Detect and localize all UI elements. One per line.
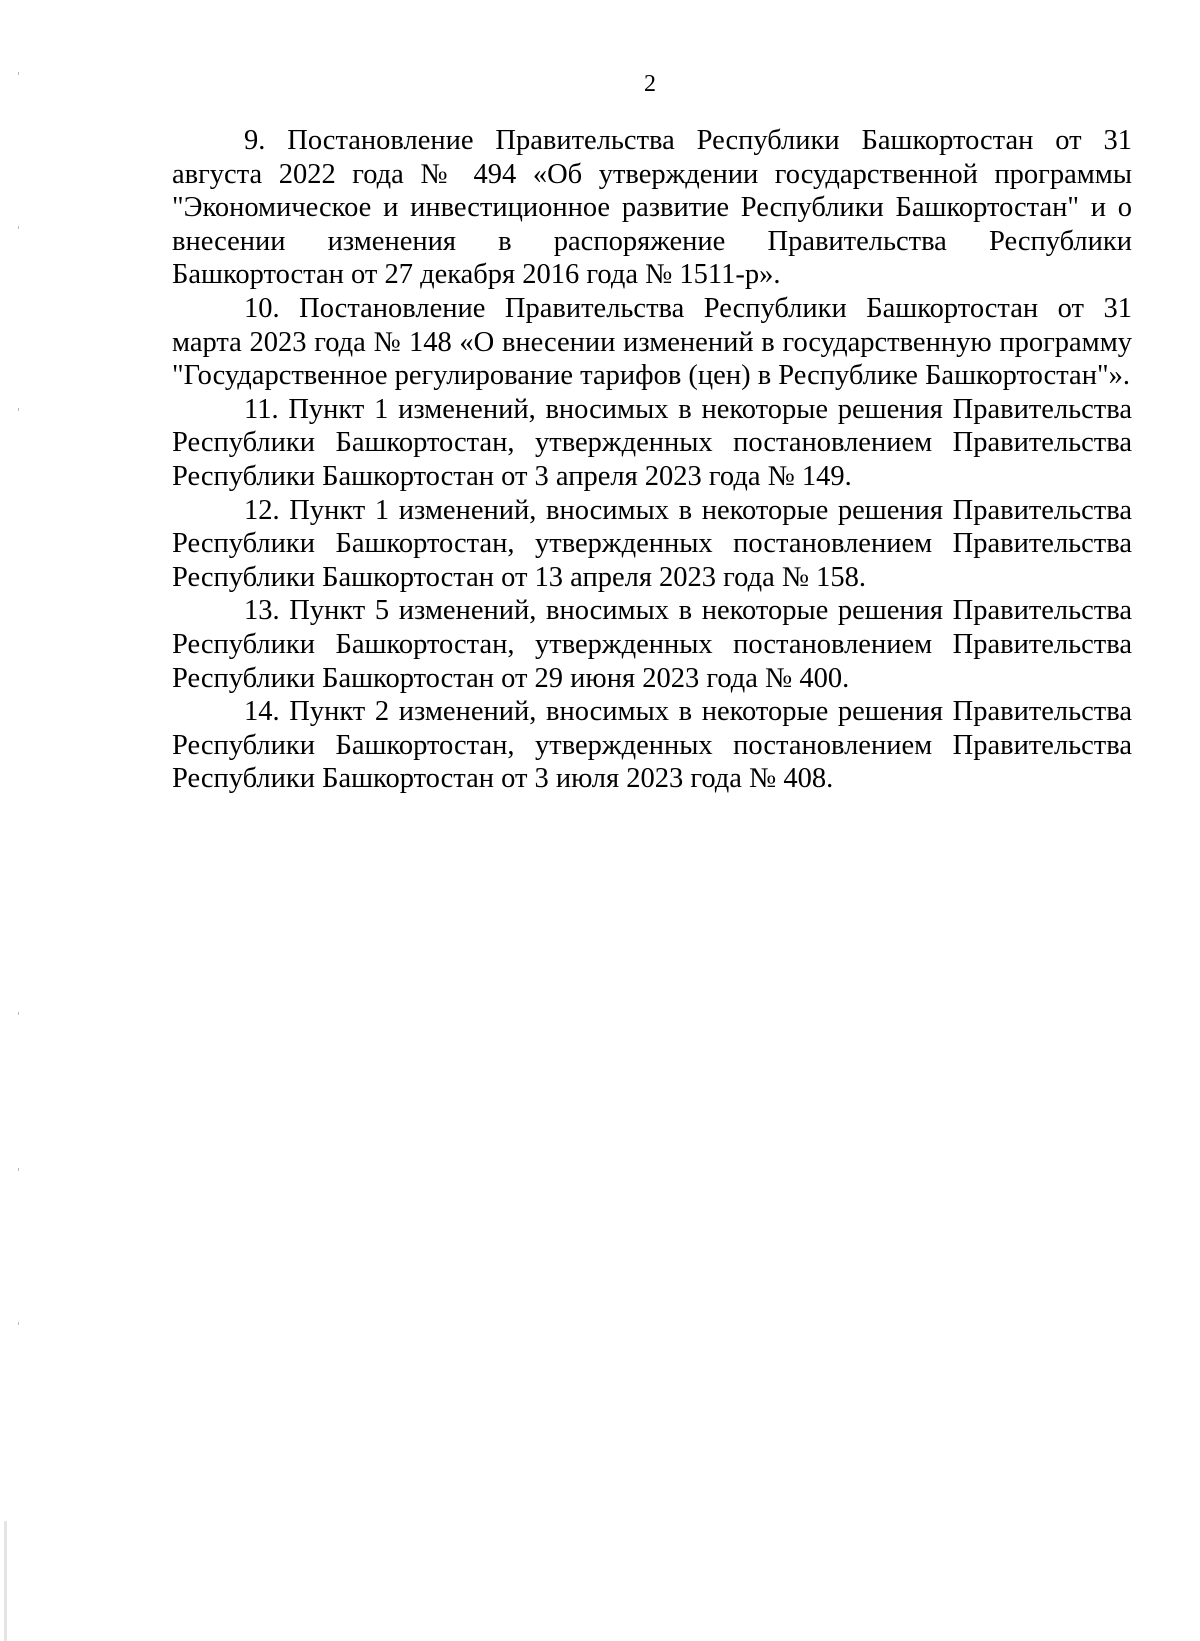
document-body [172,124,1132,796]
scan-artifact [18,226,19,229]
scan-artifact [18,1168,19,1171]
list-item: 12. Пункт 1 изменений, вносимых в некоторые решения Правительства Республики Башкортостан, утвержденных постановлением Правительства Республики Башкортостан от 13 апреля 2023 года № 158. [172,494,1132,593]
list-item: 10. Постановление Правительства Республики Башкортостан от 31 марта 2023 года № 148 «О внесении изменений в государственную программу "Государственное регулирование тарифов (цен) в Республике Башкортостан"». [172,292,1132,392]
list-item: 13. Пункт 5 изменений, вносимых в некоторые решения Правительства Республики Башкортостан, утвержденных постановлением Правительства Республики Башкортостан от 29 июня 2023 года № 400. [172,595,1132,694]
scan-artifact [18,72,19,75]
list-item: 11. Пункт 1 изменений, вносимых в некоторые решения Правительства Республики Башкортостан, утвержденных постановлением Правительства Республики Башкортостан от 3 апреля 2023 года № 149. [172,393,1132,492]
scan-edge [4,1521,7,1641]
list-item: 14. Пункт 2 изменений, вносимых в некоторые решения Правительства Республики Башкортостан, утвержденных постановлением Правительства Республики Башкортостан от 3 июля 2023 года № 408. [172,696,1132,795]
page-number: 2 [644,71,656,97]
scan-artifact [18,1322,19,1325]
scan-artifact [18,1012,19,1015]
scan-artifact [18,408,19,411]
list-item: 9. Постановление Правительства Республики Башкортостан от 31 августа 2022 года № 494 «Об утверждении государственной программы "Экономическое и инвестиционное развитие Республики Башкортостан" и о внесении изменения в распоряжение Правительства Республики Башкортостан от 27 декабря 2016 года № 1511-р». [172,125,1132,291]
